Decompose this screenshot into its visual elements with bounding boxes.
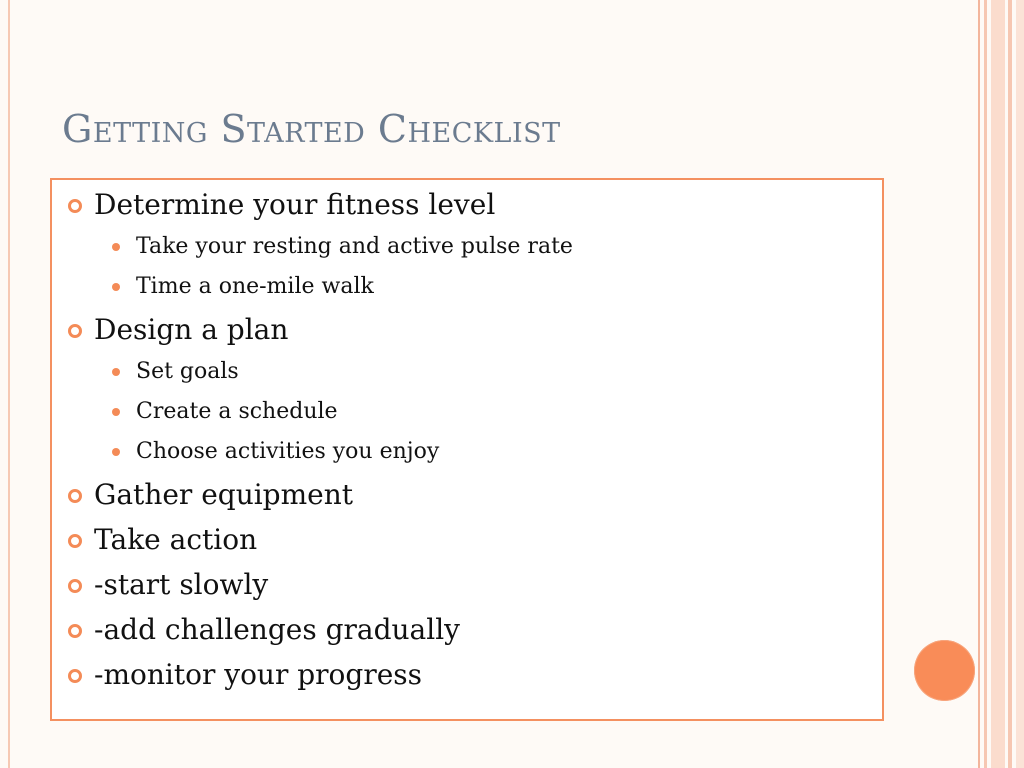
list-item-text: Choose activities you enjoy (136, 439, 440, 464)
slide-title: Getting Started Checklist (62, 107, 561, 151)
stripe (1016, 0, 1024, 768)
orange-circle-icon (914, 640, 975, 701)
list-item-text: -start slowly (94, 568, 269, 601)
hollow-circle-bullet-icon (68, 579, 82, 593)
filled-circle-bullet-icon (112, 408, 120, 416)
list-item-text: -monitor your progress (94, 658, 423, 691)
stripe (984, 0, 987, 768)
list-item (66, 478, 866, 523)
hollow-circle-bullet-icon (68, 669, 82, 683)
list-item (66, 523, 866, 568)
list-item-text: Determine your fitness level (94, 188, 496, 221)
list-item-text: Time a one-mile walk (136, 274, 374, 299)
list-item-text: Take action (94, 523, 258, 556)
hollow-circle-bullet-icon (68, 489, 82, 503)
list-item-text: Take your resting and active pulse rate (136, 234, 573, 259)
list-item (66, 613, 866, 658)
list-item-text: -add challenges gradually (94, 613, 460, 646)
list-item (66, 438, 866, 478)
list-item (66, 233, 866, 273)
bullet-list (66, 188, 866, 703)
filled-circle-bullet-icon (112, 243, 120, 251)
list-item-text: Create a schedule (136, 399, 338, 424)
stripe (1008, 0, 1012, 768)
stripe (991, 0, 1005, 768)
stripe (978, 0, 980, 768)
list-item-text: Set goals (136, 359, 239, 384)
list-item-text: Gather equipment (94, 478, 354, 511)
filled-circle-bullet-icon (112, 448, 120, 456)
list-item (66, 358, 866, 398)
list-item (66, 313, 866, 358)
list-item (66, 398, 866, 438)
left-decorative-rule (8, 0, 10, 768)
list-item (66, 658, 866, 703)
filled-circle-bullet-icon (112, 368, 120, 376)
hollow-circle-bullet-icon (68, 624, 82, 638)
list-item (66, 188, 866, 233)
list-item (66, 568, 866, 613)
right-decorative-stripes (978, 0, 1024, 768)
hollow-circle-bullet-icon (68, 534, 82, 548)
content-box (50, 178, 884, 721)
filled-circle-bullet-icon (112, 283, 120, 291)
list-item-text: Design a plan (94, 313, 289, 346)
hollow-circle-bullet-icon (68, 324, 82, 338)
list-item (66, 273, 866, 313)
hollow-circle-bullet-icon (68, 199, 82, 213)
